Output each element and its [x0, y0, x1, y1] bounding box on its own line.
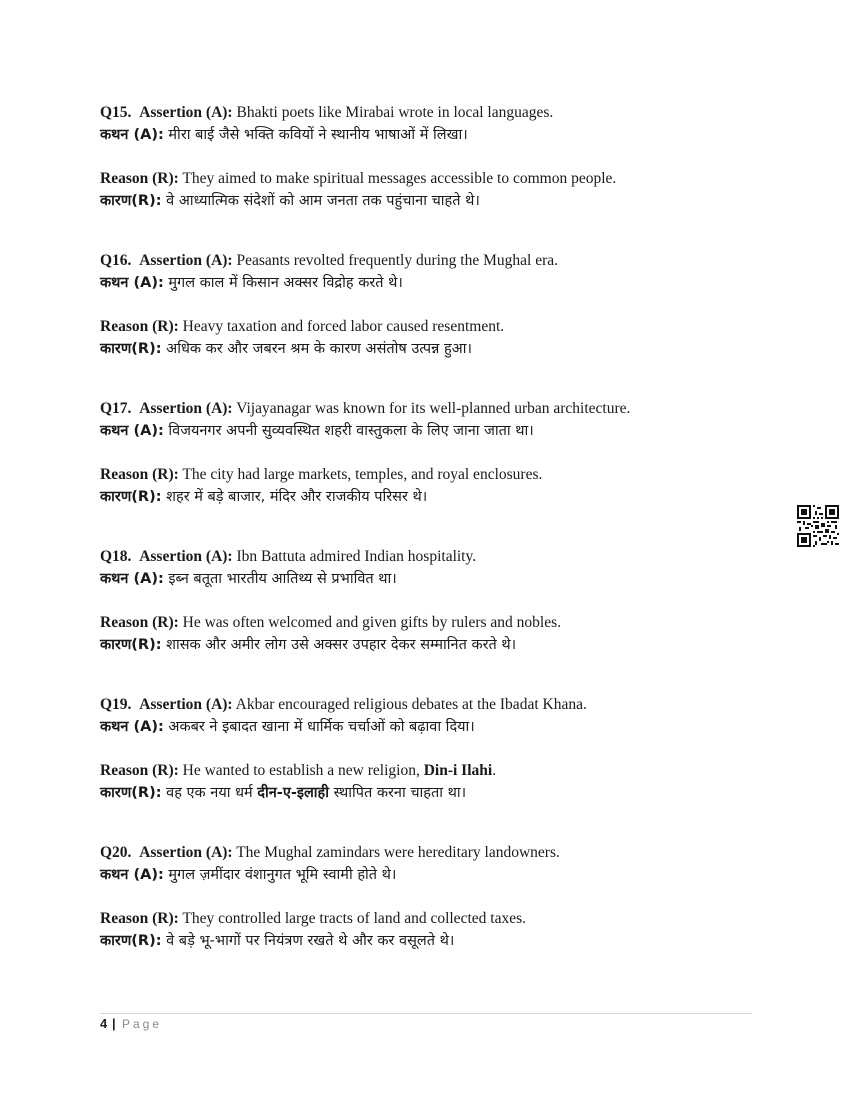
assertion-en [100, 101, 740, 124]
reason-hi [100, 782, 740, 805]
reason-label: Reason (R): [100, 614, 179, 631]
reason-en [100, 759, 740, 782]
assertion-text: Bhakti poets like Mirabai wrote in local languages. [236, 104, 554, 121]
reason-hi [100, 190, 740, 213]
reason-en [100, 167, 740, 190]
assertion-hi-label: कथन (A): [100, 127, 164, 143]
reason-text: They aimed to make spiritual messages accessible to common people. [182, 170, 617, 187]
assertion-text: Ibn Battuta admired Indian hospitality. [236, 548, 477, 565]
reason-hi-text: अधिक कर और जबरन श्रम के कारण असंतोष उत्पन्न हुआ। [166, 341, 472, 357]
reason-text: The city had large markets, temples, and royal enclosures. [182, 466, 543, 483]
question-block-q17 [100, 397, 740, 509]
assertion-hi [100, 568, 740, 591]
reason-highlight-term: Din-i Ilahi [423, 762, 493, 779]
assertion-text: The Mughal zamindars were hereditary landowners. [236, 844, 560, 861]
reason-label: Reason (R): [100, 466, 179, 483]
reason-text: He was often welcomed and given gifts by rulers and nobles. [182, 614, 562, 631]
qr-code-icon [797, 505, 839, 547]
reason-hi-text: वे आध्यात्मिक संदेशों को आम जनता तक पहुंचाना चाहते थे। [166, 193, 480, 209]
reason-hi-text: शहर में बड़े बाजार, मंदिर और राजकीय परिसर थे। [166, 489, 428, 505]
reason-hi-text: वे बड़े भू-भागों पर नियंत्रण रखते थे और कर वसूलते थे। [166, 933, 455, 949]
question-number: Q18. [100, 548, 132, 565]
question-number: Q20. [100, 844, 132, 861]
question-block-q16 [100, 249, 740, 361]
question-number: Q19. [100, 696, 132, 713]
assertion-en [100, 249, 740, 272]
assertion-label: Assertion (A): [139, 548, 233, 565]
assertion-text: Akbar encouraged religious debates at the Ibadat Khana. [235, 696, 587, 713]
assertion-label: Assertion (A): [139, 696, 233, 713]
assertion-label: Assertion (A): [139, 844, 233, 861]
question-list [100, 101, 740, 969]
footer-separator: | [112, 1016, 116, 1031]
assertion-en [100, 841, 740, 864]
question-number: Q15. [100, 104, 132, 121]
reason-hi-label: कारण(R): [100, 637, 162, 653]
assertion-hi [100, 124, 740, 147]
assertion-hi-text: मुगल काल में किसान अक्सर विद्रोह करते थे। [168, 275, 403, 291]
reason-hi-label: कारण(R): [100, 193, 162, 209]
reason-hi [100, 634, 740, 657]
question-block-q18 [100, 545, 740, 657]
assertion-hi-text: अकबर ने इबादत खाना में धार्मिक चर्चाओं को बढ़ावा दिया। [168, 719, 475, 735]
reason-hi [100, 930, 740, 953]
assertion-hi-label: कथन (A): [100, 571, 164, 587]
question-number: Q16. [100, 252, 132, 269]
reason-hi-label: कारण(R): [100, 489, 162, 505]
reason-text: He wanted to establish a new religion, [182, 762, 424, 779]
question-block-q15 [100, 101, 740, 213]
assertion-label: Assertion (A): [139, 104, 233, 121]
reason-label: Reason (R): [100, 318, 179, 335]
reason-label: Reason (R): [100, 762, 179, 779]
assertion-en [100, 693, 740, 716]
reason-en [100, 611, 740, 634]
reason-text: They controlled large tracts of land and collected taxes. [182, 910, 526, 927]
assertion-hi-label: कथन (A): [100, 719, 164, 735]
assertion-label: Assertion (A): [139, 252, 233, 269]
assertion-en [100, 545, 740, 568]
assertion-hi [100, 272, 740, 295]
assertion-hi-label: कथन (A): [100, 867, 164, 883]
reason-hi-label: कारण(R): [100, 785, 162, 801]
reason-hi-text: शासक और अमीर लोग उसे अक्सर उपहार देकर सम्मानित करते थे। [166, 637, 517, 653]
assertion-label: Assertion (A): [139, 400, 233, 417]
reason-hi [100, 486, 740, 509]
assertion-hi-text: इब्न बतूता भारतीय आतिथ्य से प्रभावित था। [168, 571, 397, 587]
question-block-q20 [100, 841, 740, 953]
reason-hi [100, 338, 740, 361]
assertion-hi-text: मुगल ज़मींदार वंशानुगत भूमि स्वामी होते थे। [168, 867, 397, 883]
reason-hi-highlight-term: दीन-ए-इलाही [257, 785, 330, 801]
assertion-hi [100, 864, 740, 887]
reason-en [100, 907, 740, 930]
question-number: Q17. [100, 400, 132, 417]
assertion-hi [100, 716, 740, 739]
reason-label: Reason (R): [100, 170, 179, 187]
reason-hi-label: कारण(R): [100, 341, 162, 357]
reason-label: Reason (R): [100, 910, 179, 927]
assertion-hi-text: मीरा बाई जैसे भक्ति कवियों ने स्थानीय भाषाओं में लिखा। [168, 127, 468, 143]
reason-en [100, 463, 740, 486]
assertion-hi-label: कथन (A): [100, 423, 164, 439]
reason-text-end: . [492, 762, 497, 779]
assertion-text: Vijayanagar was known for its well-planned urban architecture. [236, 400, 631, 417]
reason-hi-label: कारण(R): [100, 933, 162, 949]
question-block-q19 [100, 693, 740, 805]
reason-hi-text-end: स्थापित करना चाहता था। [329, 785, 467, 801]
reason-en [100, 315, 740, 338]
page-footer [100, 1013, 752, 1038]
assertion-hi-text: विजयनगर अपनी सुव्यवस्थित शहरी वास्तुकला के लिए जाना जाता था। [168, 423, 534, 439]
assertion-hi-label: कथन (A): [100, 275, 164, 291]
reason-text: Heavy taxation and forced labor caused resentment. [182, 318, 505, 335]
assertion-hi [100, 420, 740, 443]
reason-hi-text: वह एक नया धर्म [166, 785, 258, 801]
page-number: 4 [100, 1016, 108, 1031]
page-label: Page [122, 1017, 163, 1031]
assertion-en [100, 397, 740, 420]
assertion-text: Peasants revolted frequently during the Mughal era. [236, 252, 559, 269]
